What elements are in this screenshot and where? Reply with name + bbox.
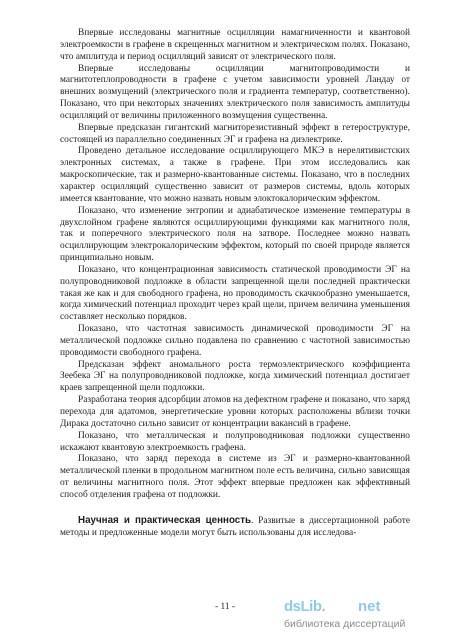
watermark-logo bbox=[284, 596, 328, 618]
watermark-caption: библиотека диссертаций bbox=[284, 618, 406, 630]
paragraph-2: Впервые исследованы осцилляции магнитопроводимости и магнитотеплопроводности в графене с учетом зависимости уровней Ландау от внешних возмущений (электрического поля и градиента температур, соответственно). Показано, что при некоторых значениях электрического поля зависимость амплитуды осцилляций от величины приложенного возмущения существенна. bbox=[60, 63, 410, 121]
logo-dot: . bbox=[321, 598, 326, 615]
logo-main-text: dsLib bbox=[284, 598, 322, 615]
watermark[interactable] bbox=[284, 596, 434, 634]
paragraph-8: Предсказан эффект аномального роста термоэлектрического коэффициента Зеебека ЭГ на полупроводниковой подложке, когда химический потенциал достигает краев запрещенной щели подложки. bbox=[60, 359, 410, 394]
paragraph-10: Показано, что металлическая и полупроводниковая подложки существенно искажают квантовую электроемкость графена. bbox=[60, 430, 410, 453]
logo-tld-text: net bbox=[358, 598, 381, 615]
paragraph-1: Впервые исследованы магнитные осцилляции намагниченности и квантовой электроемкости в графене в скрещенных магнитном и электрическом полях. Показано, что амплитуда и период осцилляций зависят от электрического поля. bbox=[60, 28, 410, 62]
paragraph-9: Разработана теория адсорбции атомов на дефектном графене и показано, что заряд перехода для адатомов, энергетические уровни которых расположены вблизи точки Дирака достаточно сильно зависит от концентрации вакансий в графене. bbox=[60, 395, 410, 429]
significance-text: . Развитые в диссертационной работе методы и предложенные модели могут быть использованы для исследова- bbox=[60, 515, 410, 538]
paragraph-7: Показано, что частотная зависимость динамической проводимости ЭГ на металлической подложке сильно подавлена по сравнению с частотной зависимостью проводимости свободного графена. bbox=[60, 324, 410, 358]
paragraph-6: Показано, что концентрационная зависимость статической проводимости ЭГ на полупроводниковой подложке в области запрещенной щели последней практически такая же как и для свободного графена, но проводимость скачкообразно уменьшается, когда химический потенциал проходит через край щели, причем величина уменьшения составляет несколько порядков. bbox=[60, 264, 410, 323]
paragraph-11: Показано, что заряд перехода в системе из ЭГ и размерно-квантованной металлической пленки в продольном магнитном поле есть величина, сильно зависящая от величины магнитного поля. Этот эффект впервые предложен как эффективный способ отделения графена от подложки. bbox=[60, 454, 410, 500]
page-number: - 11 - bbox=[215, 602, 235, 612]
paragraph-4: Проведено детальное исследование осциллирующего МКЭ в нерелятивистских электронных системах, а также в графене. При этом исследовались как макроскопические, так и размерно-квантованные системы. Показано, что в последних характер осцилляций существенно зависит от размеров системы, вдоль которых имеется квантование, что можно назвать новым элоктокалорическим эффектом. bbox=[60, 146, 410, 204]
document-page bbox=[60, 28, 410, 539]
paragraph-5: Показано, что изменение энтропии и адиабатическое изменение температуры в двухслойном графене являются осциллирующими функциями как магнитного поля, так и поперечного электрического поля на затворе. Последнее можно назвать осциллирующим электрокалорическим эффектом, который по своей природе является принципиально новым. bbox=[60, 205, 410, 264]
paragraph-3: Впервые предсказан гигантский магниторезистивный эффект в гетероструктуре, состоящей из параллельно соединенных ЭГ и графена на диэлектрике. bbox=[60, 122, 410, 145]
significance-heading: Научная и практическая ценность bbox=[78, 514, 252, 526]
significance-paragraph bbox=[60, 515, 410, 540]
